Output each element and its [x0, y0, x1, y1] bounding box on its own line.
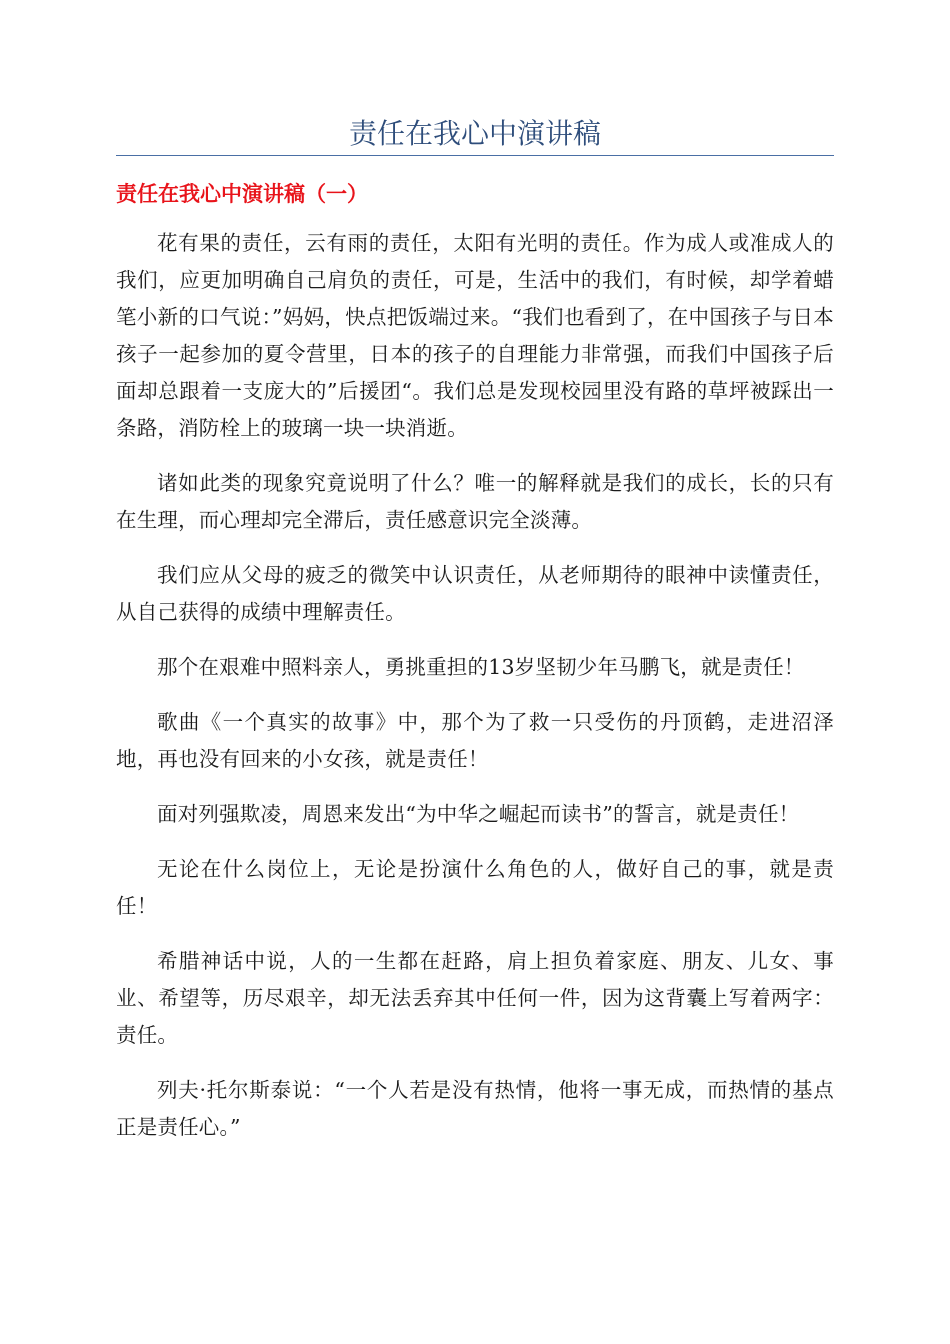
paragraph-3: 我们应从父母的疲乏的微笑中认识责任，从老师期待的眼神中读懂责任，从自己获得的成绩中理解责任。 [116, 563, 834, 624]
section-heading: 责任在我心中演讲稿（一） [116, 182, 368, 206]
paragraph-4: 那个在艰难中照料亲人，勇挑重担的13岁坚韧少年马鹏飞，就是责任！ [157, 655, 805, 679]
document-body [116, 225, 834, 1164]
paragraph-1: 花有果的责任，云有雨的责任，太阳有光明的责任。作为成人或准成人的我们，应更加明确自己肩负的责任，可是，生活中的我们，有时候，却学着蜡笔小新的口气说：”妈妈，快点把饭端过来。“我们也看到了，在中国孩子与日本孩子一起参加的夏令营里，日本的孩子的自理能力非常强，而我们中国孩子后面却总跟着一支庞大的”后援团“。我们总是发现校园里没有路的草坪被踩出一条路，消防栓上的玻璃一块一块消逝。 [116, 231, 834, 440]
paragraph-9: 列夫·托尔斯泰说：“一个人若是没有热情，他将一事无成，而热情的基点正是责任心。” [116, 1078, 834, 1139]
document-title: 责任在我心中演讲稿 [348, 117, 601, 150]
paragraph-2: 诸如此类的现象究竟说明了什么？唯一的解释就是我们的成长，长的只有在生理，而心理却完全滞后，责任感意识完全淡薄。 [116, 471, 834, 532]
title-divider [116, 155, 834, 156]
paragraph-8: 希腊神话中说，人的一生都在赶路，肩上担负着家庭、朋友、儿女、事业、希望等，历尽艰辛，却无法丢弃其中任何一件，因为这背囊上写着两字：责任。 [116, 949, 834, 1047]
paragraph-7: 无论在什么岗位上，无论是扮演什么角色的人，做好自己的事，就是责任！ [116, 857, 834, 918]
paragraph-5: 歌曲《一个真实的故事》中，那个为了救一只受伤的丹顶鹤，走进沼泽地，再也没有回来的小女孩，就是责任！ [116, 710, 834, 771]
paragraph-6: 面对列强欺凌，周恩来发出“为中华之崛起而读书”的誓言，就是责任！ [157, 802, 800, 826]
